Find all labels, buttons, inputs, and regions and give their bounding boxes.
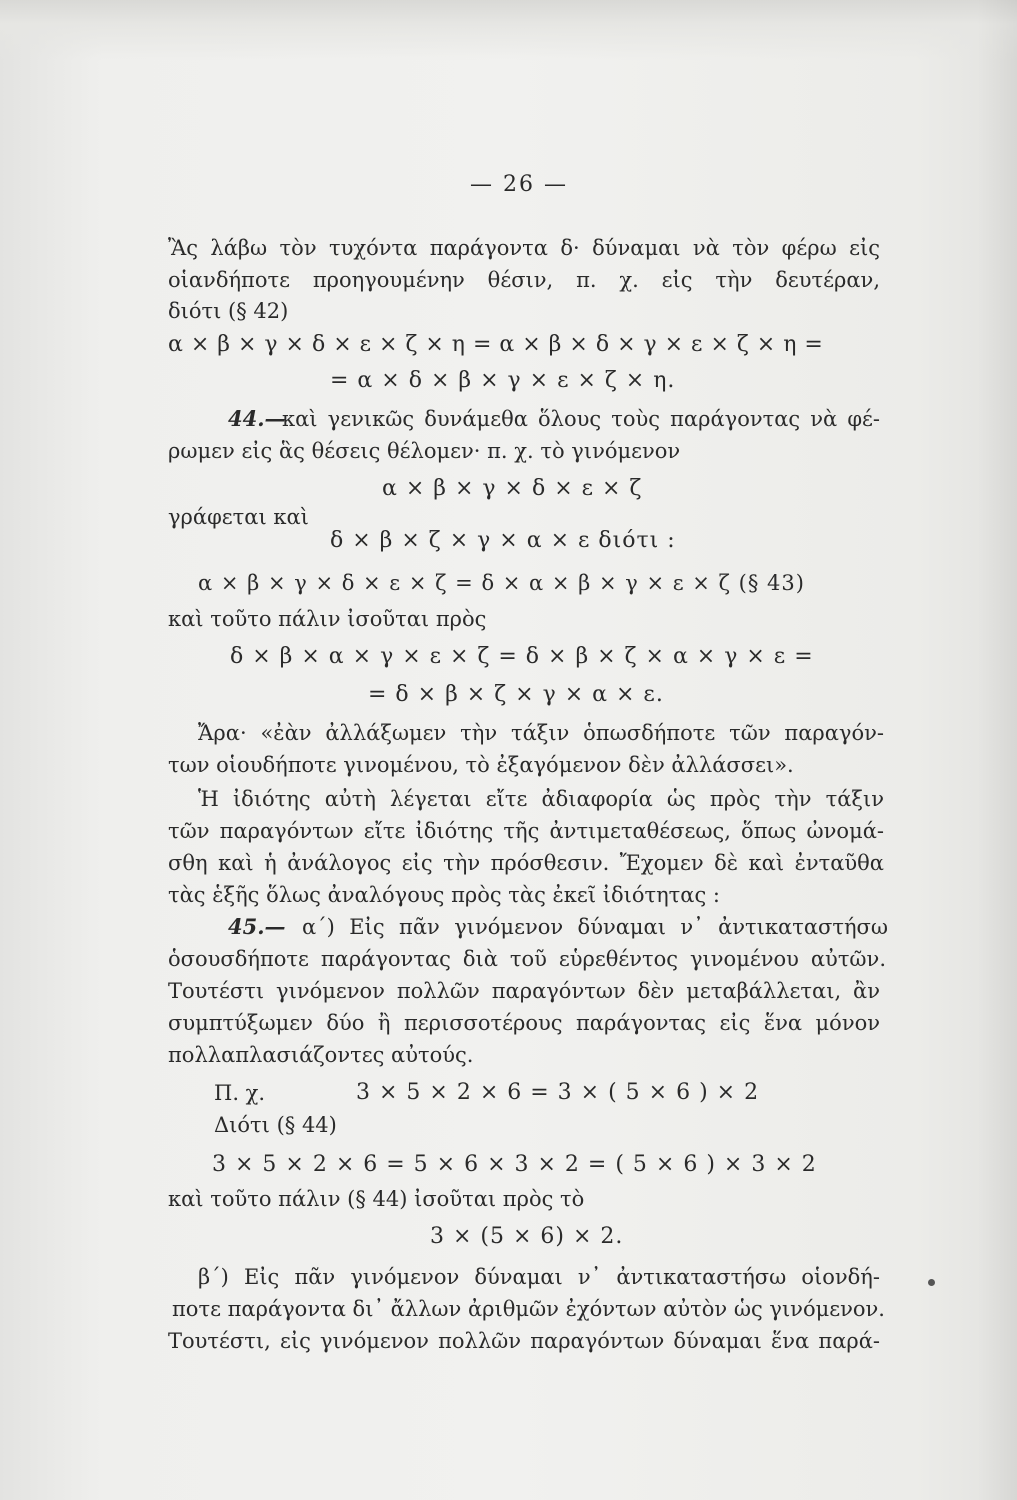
equation-line: 3 × 5 × 2 × 6 = 3 × ( 5 × 6 ) × 2 [356, 1080, 760, 1105]
text-line: Διότι (§ 44) [214, 1113, 337, 1137]
text-line: Ἄρα· «ἐὰν ἀλλάξωμεν τὴν τάξιν ὁπωσδήποτε τῶν παραγόν- [198, 721, 884, 745]
text-line: Τουτέστι γινόμενον πολλῶν παραγόντων δὲν μεταβάλλεται, ἂν [168, 979, 880, 1003]
text-line: πολλαπλασιάζοντες αὐτούς. [168, 1043, 474, 1067]
text-line: σθη καὶ ἡ ἀνάλογος εἰς τὴν πρόσθεσιν. Ἔχομεν δὲ καὶ ἐνταῦθα [168, 851, 884, 875]
text-line: Π. χ. [214, 1081, 266, 1105]
section-number: 45.— [228, 914, 286, 939]
text-line: συμπτύξωμεν δύο ἢ περισσοτέρους παράγοντας εἰς ἕνα μόνον [168, 1011, 880, 1035]
equation-line: α × β × γ × δ × ε × ζ [382, 476, 643, 501]
equation-line: 3 × 5 × 2 × 6 = 5 × 6 × 3 × 2 = ( 5 × 6 ) × 3 × 2 [212, 1152, 817, 1177]
text-line: Ἡ ἰδιότης αὐτὴ λέγεται εἴτε ἀδιαφορία ὡς πρὸς τὴν τάξιν [198, 787, 884, 811]
equation-line: δ × β × α × γ × ε × ζ = δ × β × ζ × α × γ × ε = [230, 644, 814, 669]
section-number: 44.— [228, 406, 286, 431]
text-line: καὶ τοῦτο πάλιν (§ 44) ἰσοῦται πρὸς τὸ [168, 1187, 585, 1211]
text-line: ποτε παράγοντα δι᾿ ἄλλων ἀριθμῶν ἐχόντων αὐτὸν ὡς γινόμενον. [172, 1297, 885, 1321]
text-line: τῶν παραγόντων εἴτε ἰδιότης τῆς ἀντιμεταθέσεως, ὅπως ὠνομά- [168, 819, 884, 843]
text-line: των οἱουδήποτε γινομένου, τὸ ἐξαγόμενον δὲν ἀλλάσσει». [168, 753, 794, 777]
text-line: Τουτέστι, εἰς γινόμενον πολλῶν παραγόντων δύναμαι ἕνα παρά- [168, 1329, 880, 1353]
text-line: α΄) Εἰς πᾶν γινόμενον δύναμαι ν᾿ ἀντικαταστήσω [302, 915, 888, 939]
equation-line: 3 × (5 × 6) × 2. [430, 1224, 624, 1249]
text-line: καὶ τοῦτο πάλιν ἰσοῦται πρὸς [168, 607, 487, 631]
equation-line: = α × δ × β × γ × ε × ζ × η. [330, 368, 676, 393]
equation-line: = δ × β × ζ × γ × α × ε. [368, 682, 664, 707]
paper-edge-shadow [977, 0, 1017, 1500]
page-number: — 26 — [470, 172, 568, 197]
text-line: Ἂς λάβω τὸν τυχόντα παράγοντα δ· δύναμαι νὰ τὸν φέρω εἰς [168, 236, 880, 260]
text-line: β΄) Εἰς πᾶν γινόμενον δύναμαι ν᾿ ἀντικαταστήσω οἱονδή- [198, 1265, 880, 1289]
text-line: διότι (§ 42) [168, 299, 289, 323]
text-line: ὁσουσδήποτε παράγοντας διὰ τοῦ εὑρεθέντος γινομένου αὐτῶν. [168, 947, 886, 971]
paper-fold-shadow [0, 0, 1017, 60]
text-line: ρωμεν εἰς ἃς θέσεις θέλομεν· π. χ. τὸ γινόμενον [168, 439, 681, 463]
text-line: τὰς ἑξῆς ὅλως ἀναλόγους πρὸς τὰς ἐκεῖ ἰδιότητας : [168, 883, 720, 907]
equation-line: α × β × γ × δ × ε × ζ = δ × α × β × γ × ε × ζ (§ 43) [198, 571, 805, 595]
equation-line: α × β × γ × δ × ε × ζ × η = α × β × δ × γ × ε × ζ × η = [168, 332, 824, 357]
text-line: οἱανδήποτε προηγουμένην θέσιν, π. χ. εἰς τὴν δευτέραν, [168, 268, 880, 292]
equation-line: δ × β × ζ × γ × α × ε διότι : [330, 528, 676, 553]
text-line: καὶ γενικῶς δυνάμεθα ὅλους τοὺς παράγοντας νὰ φέ- [282, 407, 880, 431]
text-line: γράφεται καὶ [168, 505, 309, 529]
ink-dot [928, 1279, 935, 1286]
